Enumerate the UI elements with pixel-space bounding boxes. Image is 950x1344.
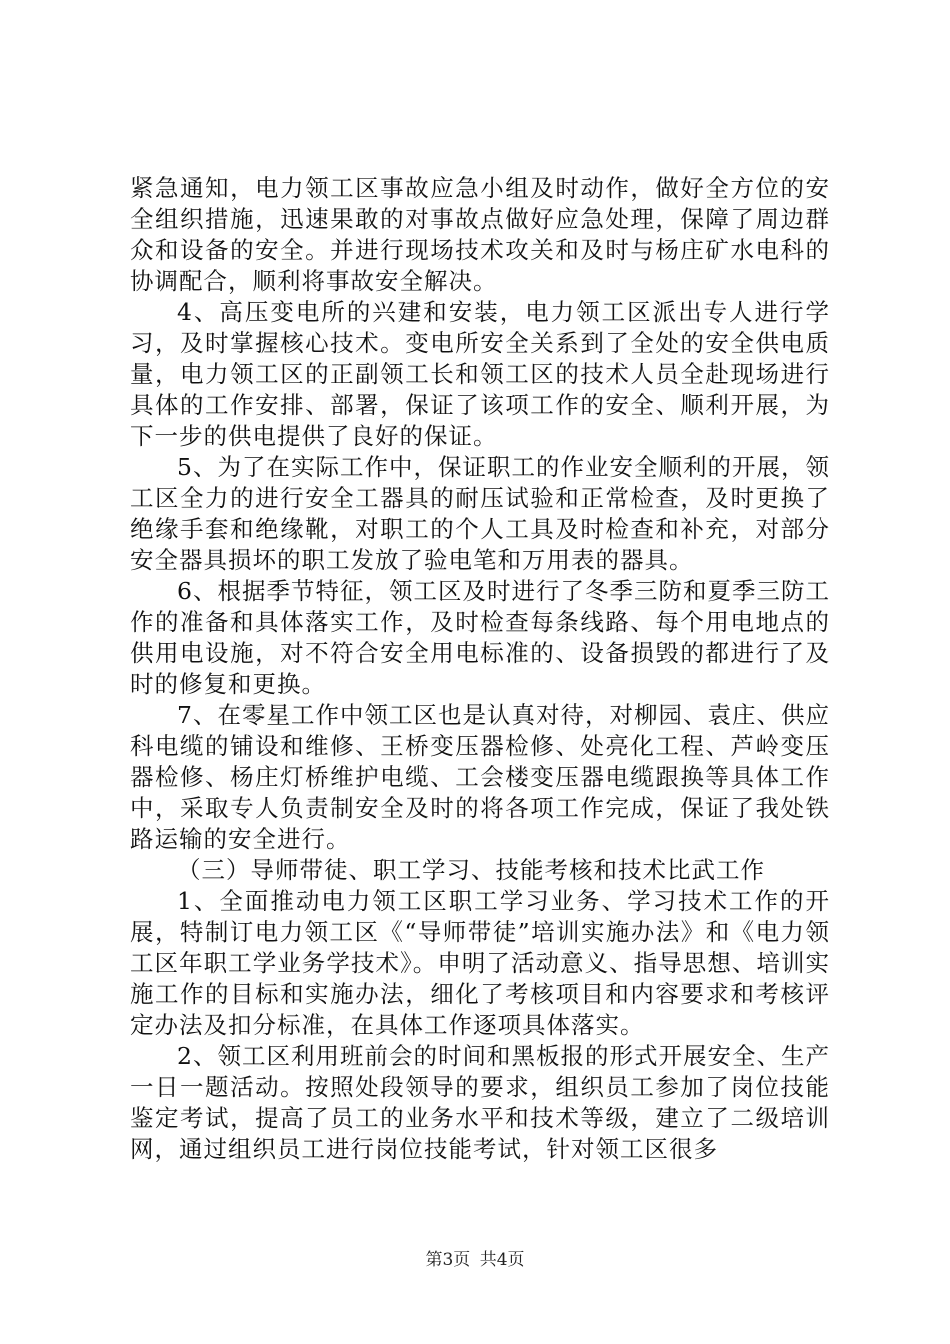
paragraph-item-5: 5、为了在实际工作中，保证职工的作业安全顺利的开展，领工区全力的进行安全工器具的耐压试验和正常检查，及时更换了绝缘手套和绝缘靴，对职工的个人工具及时检查和补充，对部分安全器具损坏的职工发放了验电笔和万用表的器具。 [130,453,830,574]
paragraph-continuation: 紧急通知，电力领工区事故应急小组及时动作，做好全方位的安全组织措施，迅速果敢的对事故点做好应急处理，保障了周边群众和设备的安全。并进行现场技术攻关和及时与杨庄矿水电科的协调配合，顺利将事故安全解决。 [130,174,830,295]
paragraph-item-7: 7、在零星工作中领工区也是认真对待，对柳园、袁庄、供应科电缆的铺设和维修、王桥变压器检修、处亮化工程、芦岭变压器检修、杨庄灯桥维护电缆、工会楼变压器电缆跟换等具体工作中，采取专人负责制安全及时的将各项工作完成，保证了我处铁路运输的安全进行。 [130,701,830,853]
paragraph-section3-item-1: 1、全面推动电力领工区职工学习业务、学习技术工作的开展，特制订电力领工区《“导师带徒”培训实施办法》和《电力领工区年职工学业务学技术》。申明了活动意义、指导思想、培训实施工作的目标和实施办法，细化了考核项目和内容要求和考核评定办法及扣分标准，在具体工作逐项具体落实。 [130,887,830,1039]
page-total: 共4页 [479,1250,525,1270]
section-heading: （三）导师带徒、职工学习、技能考核和技术比武工作 [177,856,765,884]
document-body [130,173,830,1165]
paragraph-item-4: 4、高压变电所的兴建和安装，电力领工区派出专人进行学习，及时掌握核心技术。变电所安全关系到了全处的安全供电质量，电力领工区的正副领工长和领工区的技术人员全赴现场进行具体的工作安排、部署，保证了该项工作的安全、顺利开展，为下一步的供电提供了良好的保证。 [130,298,830,450]
page-number: 第3页 [425,1250,471,1270]
paragraph-item-6: 6、根据季节特征，领工区及时进行了冬季三防和夏季三防工作的准备和具体落实工作，及时检查每条线路、每个用电地点的供用电设施，对不符合安全用电标准的、设备损毁的都进行了及时的修复和更换。 [130,577,830,698]
page-footer [0,1245,950,1270]
paragraph-section3-item-2: 2、领工区利用班前会的时间和黑板报的形式开展安全、生产一日一题活动。按照处段领导的要求，组织员工参加了岗位技能鉴定考试，提高了员工的业务水平和技术等级，建立了二级培训网，通过组织员工进行岗位技能考试，针对领工区很多 [130,1042,830,1163]
